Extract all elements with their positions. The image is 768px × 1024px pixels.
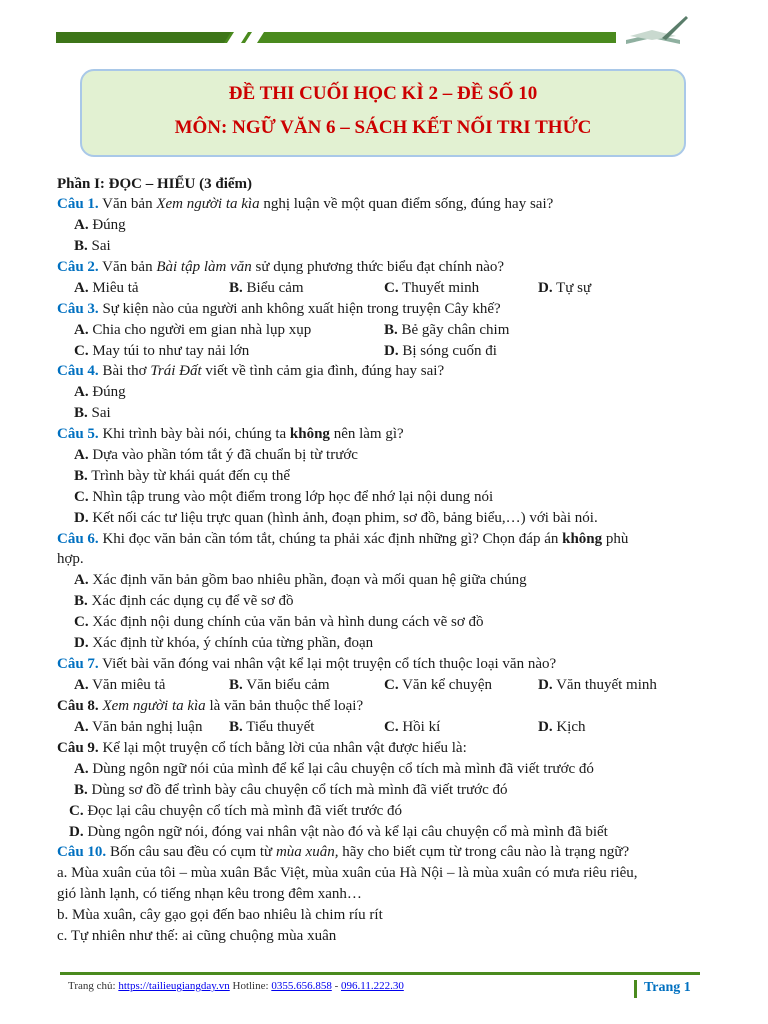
section-heading: Phần I: ĐỌC – HIỂU (3 điểm) xyxy=(57,176,253,192)
q1-option-a: A. Đúng xyxy=(74,217,126,233)
question-8: Câu 8. Xem người ta kìa là văn bản thuộc thể loại? xyxy=(57,698,364,714)
page-number: Trang 1 xyxy=(644,980,691,995)
q2-option-c: C. Thuyết minh xyxy=(384,280,480,296)
q9-option-c: C. Đọc lại câu chuyện cổ tích mà mình đã viết trước đó xyxy=(69,803,403,819)
phone-link-2[interactable]: 096.11.222.30 xyxy=(340,980,404,992)
question-4: Câu 4. Bài thơ Trái Đất viết về tình cảm gia đình, đúng hay sai? xyxy=(57,363,445,379)
q6-option-a: A. Xác định văn bản gồm bao nhiêu phần, đoạn và mối quan hệ giữa chúng xyxy=(74,572,527,588)
q9-option-b: B. Dùng sơ đồ để trình bày câu chuyện cổ tích mà mình đã viết trước đó xyxy=(74,782,508,798)
book-pen-icon xyxy=(622,14,692,46)
q7-option-c: C. Văn kể chuyện xyxy=(384,677,493,693)
question-2: Câu 2. Văn bản Bài tập làm văn sử dụng phương thức biểu đạt chính nào? xyxy=(57,259,505,275)
q5-option-d: D. Kết nối các tư liệu trực quan (hình ảnh, đoạn phim, sơ đồ, bảng biểu,…) với bài nói. xyxy=(74,510,598,526)
q3-option-d: D. Bị sóng cuốn đi xyxy=(384,343,497,359)
q4-option-a: A. Đúng xyxy=(74,384,126,400)
q7-option-a: A. Văn miêu tả xyxy=(74,677,166,693)
site-link[interactable]: https://tailieugiangday.vn xyxy=(118,980,230,992)
exam-title: ĐỀ THI CUỐI HỌC KÌ 2 – ĐỀ SỐ 10 xyxy=(228,83,538,104)
q8-option-b: B. Tiểu thuyết xyxy=(229,719,315,735)
q6-option-d: D. Xác định từ khóa, ý chính của từng phần, đoạn xyxy=(74,635,374,651)
q10-sentence-b: b. Mùa xuân, cây gạo gọi đến bao nhiêu là chim ríu rít xyxy=(57,907,383,923)
footer-info: Trang chủ: https://tailieugiangday.vn Hotline: 0355.656.858 - 096.11.222.30 xyxy=(68,980,404,992)
question-6: Câu 6. Khi đọc văn bản cần tóm tắt, chúng ta phải xác định những gì? Chọn đáp án không phù xyxy=(57,531,629,547)
exam-subject: MÔN: NGỮ VĂN 6 – SÁCH KẾT NỐI TRI THỨC xyxy=(174,117,592,138)
q8-option-c: C. Hồi kí xyxy=(384,719,441,735)
q1-option-b: B. Sai xyxy=(74,238,111,254)
question-6-cont: hợp. xyxy=(57,551,84,567)
question-9: Câu 9. Kể lại một truyện cổ tích bằng lời của nhân vật được hiểu là: xyxy=(57,740,467,756)
q3-option-a: A. Chia cho người em gian nhà lụp xụp xyxy=(74,322,312,338)
q4-option-b: B. Sai xyxy=(74,405,111,421)
header-decor-bar xyxy=(56,30,694,44)
q5-option-b: B. Trình bày từ khái quát đến cụ thể xyxy=(74,468,291,484)
question-5: Câu 5. Khi trình bày bài nói, chúng ta không nên làm gì? xyxy=(57,426,404,442)
q10-sentence-a1: a. Mùa xuân của tôi – mùa xuân Bắc Việt, mùa xuân của Hà Nội – là mùa xuân có mưa riêu riêu, xyxy=(57,865,638,881)
q8-option-d: D. Kịch xyxy=(538,719,586,735)
phone-link-1[interactable]: 0355.656.858 xyxy=(271,980,332,992)
q9-option-a: A. Dùng ngôn ngữ nói của mình để kể lại câu chuyện cổ tích mà mình đã viết trước đó xyxy=(74,761,594,777)
title-box xyxy=(80,69,686,157)
question-3: Câu 3. Sự kiện nào của người anh không xuất hiện trong truyện Cây khế? xyxy=(57,301,501,317)
q5-option-a: A. Dựa vào phần tóm tắt ý đã chuẩn bị từ trước xyxy=(74,447,358,463)
footer-divider xyxy=(60,972,700,975)
q2-option-d: D. Tự sự xyxy=(538,280,592,296)
q3-option-b: B. Bẻ gãy chân chim xyxy=(384,322,510,338)
q6-option-b: B. Xác định các dụng cụ để vẽ sơ đồ xyxy=(74,593,294,609)
q10-sentence-c: c. Tự nhiên như thế: ai cũng chuộng mùa xuân xyxy=(57,928,337,944)
q7-option-b: B. Văn biểu cảm xyxy=(229,677,330,693)
q2-option-a: A. Miêu tả xyxy=(74,280,139,296)
q8-option-a: A. Văn bản nghị luận xyxy=(74,719,203,735)
question-10: Câu 10. Bốn câu sau đều có cụm từ mùa xuân, hãy cho biết cụm từ trong câu nào là trạng ngữ? xyxy=(57,844,630,860)
q2-option-b: B. Biểu cảm xyxy=(229,280,304,296)
q10-sentence-a2: gió lành lạnh, có tiếng nhạn kêu trong đêm xanh… xyxy=(57,886,362,902)
q7-option-d: D. Văn thuyết minh xyxy=(538,677,657,693)
q9-option-d: D. Dùng ngôn ngữ nói, đóng vai nhân vật nào đó và kể lại câu chuyện cổ mà mình đã biết xyxy=(69,824,608,840)
q3-option-c: C. May túi to như tay nải lớn xyxy=(74,343,250,359)
question-7: Câu 7. Viết bài văn đóng vai nhân vật kể lại một truyện cổ tích thuộc loại văn nào? xyxy=(57,656,557,672)
q6-option-c: C. Xác định nội dung chính của văn bản và hình dung cách vẽ sơ đồ xyxy=(74,614,484,630)
q5-option-c: C. Nhìn tập trung vào một điểm trong lớp học để nhớ lại nội dung nói xyxy=(74,489,494,505)
question-1: Câu 1. Văn bản Xem người ta kìa nghị luận về một quan điểm sống, đúng hay sai? xyxy=(57,196,554,212)
